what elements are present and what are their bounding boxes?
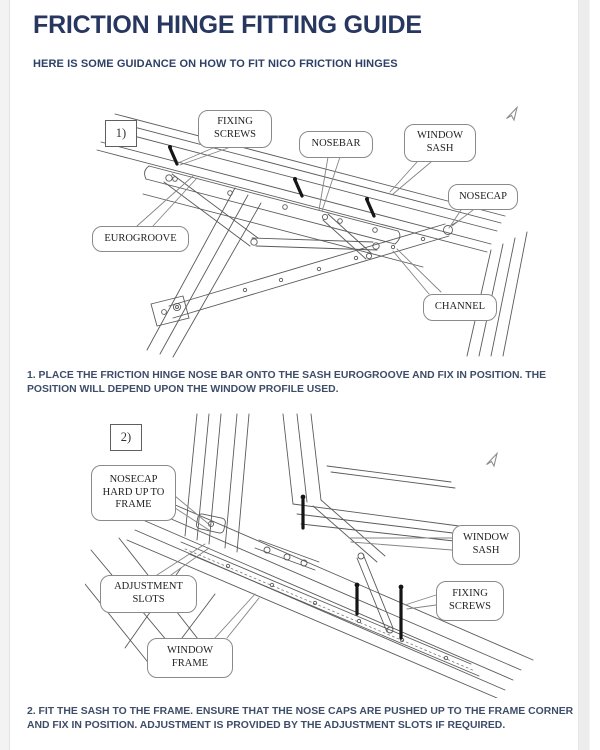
callout-window-sash-label: WINDOW SASH: [416, 130, 464, 154]
callout-nosecap-hard-up-to-frame-label: NOSECAP HARD UP TO FRAME: [102, 474, 165, 511]
channel-part: [151, 220, 460, 326]
callout-tails: [137, 148, 473, 294]
page-left-margin-strip: [0, 0, 10, 750]
figure-step-1: [85, 100, 540, 358]
callout-window-sash-2-label: WINDOW SASH: [462, 532, 510, 556]
callout-window-frame: [147, 638, 233, 678]
callout-adjustment-slots: [100, 575, 197, 613]
figure-step-2: [85, 408, 540, 698]
caption-step-2: 2. FIT THE SASH TO THE FRAME. ENSURE THAT THE NOSE CAPS ARE PUSHED UP TO THE FRAME CORNER AND FIX IN POSITION. ADJUSTMENT IS PROVIDED BY THE ADJUSTMENT SLOTS IF REQUIRED.: [27, 706, 574, 731]
callout-nosecap: [448, 184, 518, 210]
callout-eurogroove: [92, 226, 189, 252]
callout-nosebar: [299, 131, 373, 158]
callout-window-sash-2: [452, 525, 520, 565]
caption-step-1: 1. PLACE THE FRICTION HINGE NOSE BAR ONTO THE SASH EUROGROOVE AND FIX IN POSITION. THE POSITION WILL DEPEND UPON THE WINDOW PROFILE USED.: [27, 370, 546, 395]
page-title: FRICTION HINGE FITTING GUIDE: [33, 11, 422, 39]
cursor-icon: [485, 452, 500, 470]
step-1-box: [105, 120, 137, 147]
callout-window-frame-label: WINDOW FRAME: [166, 645, 214, 669]
callout-nosecap-hard-up-to-frame: [91, 465, 176, 521]
callout-adjustment-slots-label: ADJUSTMENT SLOTS: [114, 581, 183, 605]
callout-channel-label: CHANNEL: [434, 301, 486, 313]
callout-window-sash: [404, 124, 476, 162]
callout-fixing-screws-2: [436, 581, 504, 621]
callout-fixing-screws-2-label: FIXING SCREWS: [448, 588, 491, 612]
callout-channel: [423, 294, 497, 321]
callout-fixing-screws: [198, 110, 272, 148]
callout-nosebar-label: NOSEBAR: [311, 138, 361, 150]
step-2-label: 2): [120, 430, 132, 444]
step-1-label: 1): [115, 126, 127, 140]
cursor-icon: [505, 106, 520, 124]
callout-eurogroove-label: EUROGROOVE: [104, 232, 177, 244]
open-sash-lines: [283, 414, 463, 562]
page-subtitle: HERE IS SOME GUIDANCE ON HOW TO FIT NICO FRICTION HINGES: [33, 58, 398, 70]
callout-nosecap-label: NOSECAP: [459, 190, 507, 202]
step-2-box: [110, 424, 142, 451]
frame-jamb-lines: [185, 414, 249, 552]
callout-fixing-screws-label: FIXING SCREWS: [213, 116, 256, 140]
